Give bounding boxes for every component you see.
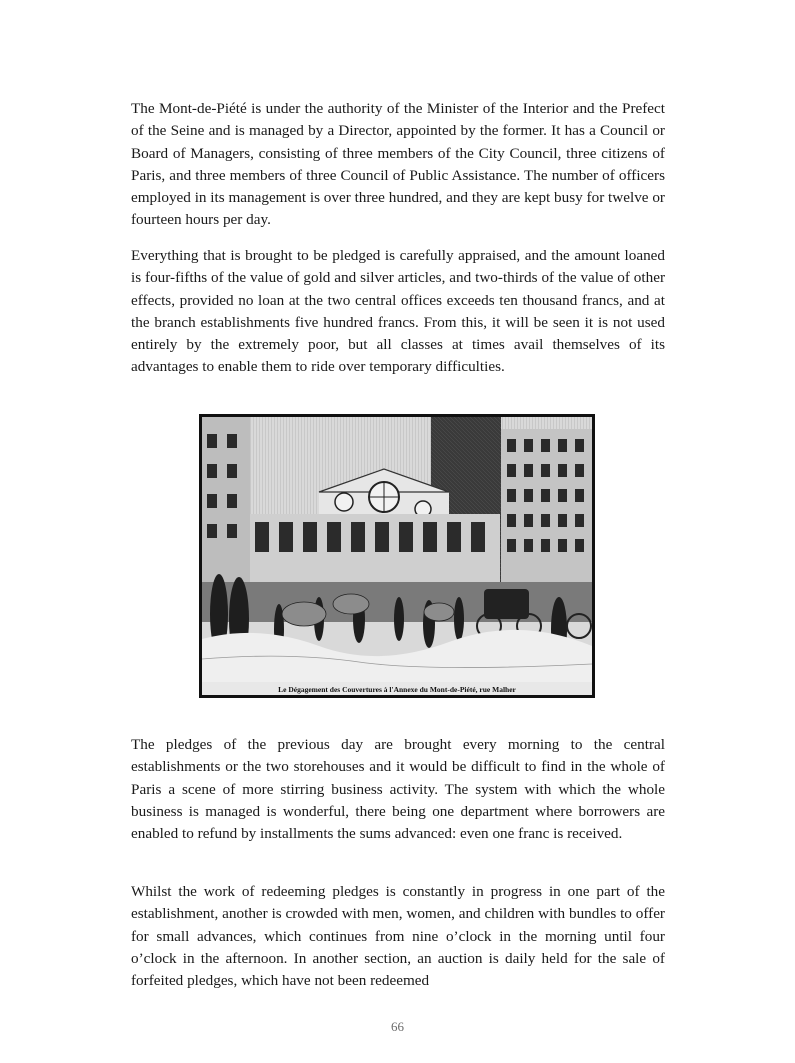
page-number: 66 — [391, 1019, 404, 1034]
engraving-illustration — [199, 414, 595, 698]
right-building — [501, 429, 592, 589]
engraving-scene — [199, 414, 595, 698]
engraving-caption: Le Dégagement des Couvertures à l'Annexe du Mont-de-Piété, rue Malher — [278, 685, 516, 694]
paragraph-daily-pledges: The pledges of the previous day are brought every morning to the central establishments or the two storehouses and it would be difficult to find in the whole of Paris a scene of more stirring business activity. The system with which the whole business is managed is wonderful, there being one department where borrowers are enabled to refund by installments the sums advanced: even one franc is received. — [131, 736, 665, 843]
paragraph-management: The Mont-de-Piété is under the authority of the Minister of the Interior and the Prefect of the Seine and is managed by a Director, appointed by the former. It has a Council or Board of Managers, consisting of three members of the City Council, three citizens of Paris, and three members of three Council of Public Assistance. The number of officers employed in its management is over three hundred, and they are kept busy for twelve or fourteen hours per day. — [131, 100, 665, 229]
paragraph-pledges-appraisal: Everything that is brought to be pledged is carefully appraised, and the amount loaned is four-fifths of the value of gold and silver articles, and two-thirds of the value of other effects, provided no loan at the two central offices exceeds ten thousand francs, and at the branch establishments five hundred francs. From this, it will be seen it is not used entirely by the extremely poor, but all classes at times avail themselves of its advantages to enable them to ride over temporary difficulties. — [131, 247, 665, 376]
paragraph-redeeming-pledges: Whilst the work of redeeming pledges is constantly in progress in one part of the establishment, another is crowded with men, women, and children with bundles to offer for small advances, which continues from nine o’clock in the morning until four o’clock in the afternoon. In another section, an auction is daily held for the sale of forfeited pledges, which have not been redeemed — [131, 883, 665, 990]
